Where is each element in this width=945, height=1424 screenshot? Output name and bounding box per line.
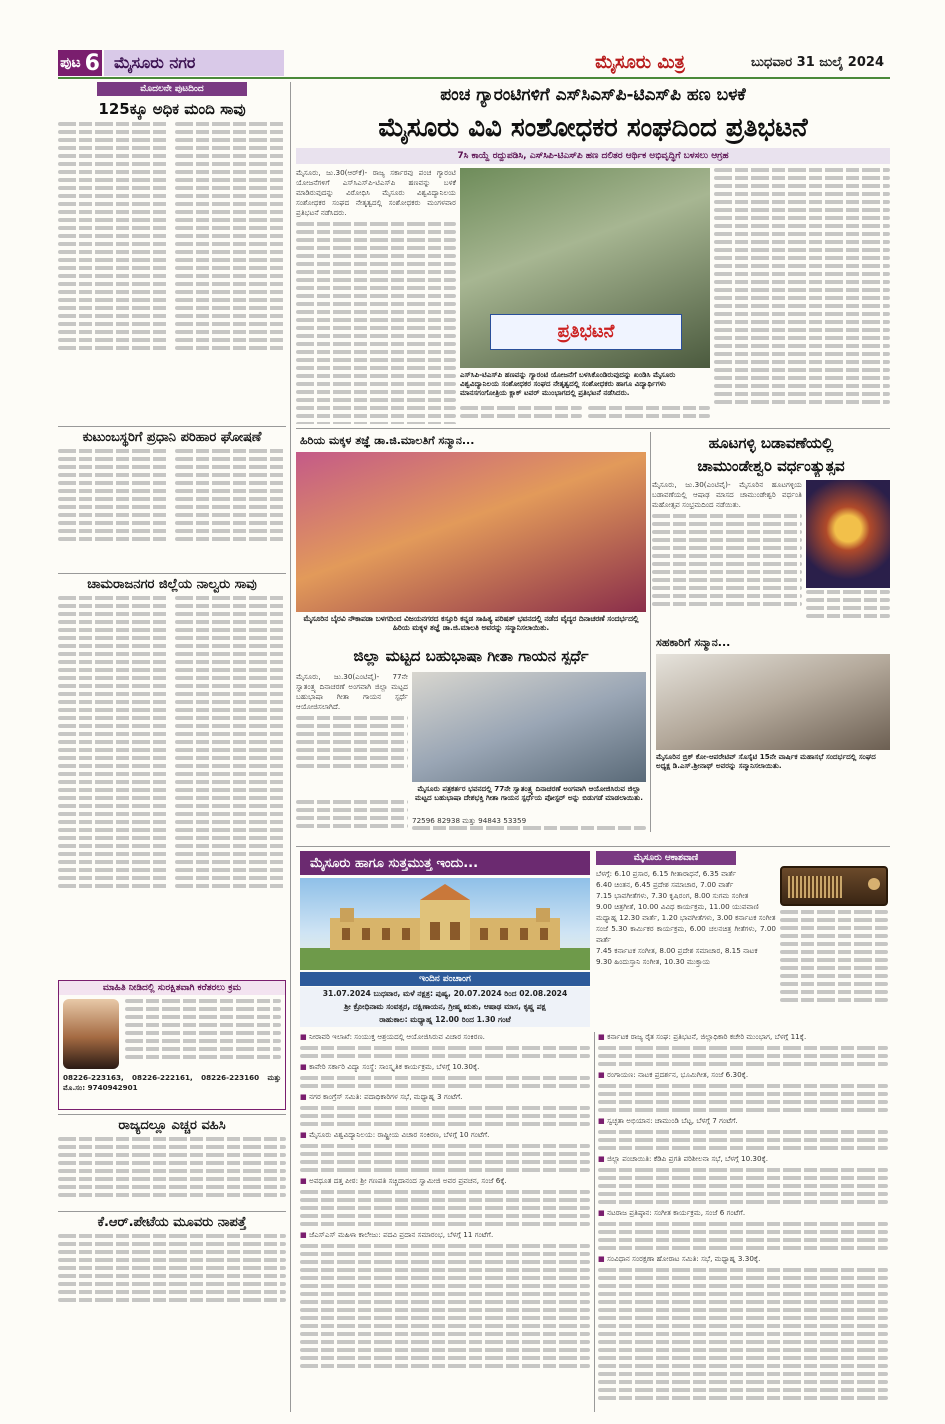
panchanga-title: ಇಂದಿನ ಪಂಚಾಂಗ (300, 972, 590, 986)
event-text: ಸಂವಿಧಾನ ಸಂರಕ್ಷಣಾ ಹೋರಾಟ ಸಮಿತಿ: ಸಭೆ, ಮಧ್ಯಾಹ್ನ 3.30ಕ್ಕೆ. (607, 1254, 761, 1263)
issue-date: ಬುಧವಾರ 31 ಜುಲೈ 2024 (751, 55, 884, 70)
event-item: ■ ರಂಗಾಯಣ: ನಾಟಕ ಪ್ರದರ್ಶನ, ಭೂಮಿಗೀತ, ಸಂಜೆ 6.30ಕ್ಕೆ. (598, 1070, 749, 1079)
gita-headline: ಜಿಲ್ಲಾ ಮಟ್ಟದ ಬಹುಭಾಷಾ ಗೀತಾ ಗಾಯನ ಸ್ಪರ್ಧೆ (353, 647, 589, 665)
events-left (300, 1032, 590, 1412)
gita-phones: 72596 82938 ಮತ್ತು 94843 53359 (412, 816, 527, 825)
left-story-4-body (58, 1137, 286, 1207)
hootagalli-headline-2: ಚಾಮುಂಡೇಶ್ವರಿ ವರ್ಧಂತ್ಯುತ್ಸವ (697, 457, 845, 475)
radio-line: 7.15 ಭಾವಗೀತೆಗಳು, 7.30 ಕೃಷಿರಂಗ, 8.00 ಸುಗಮ ಸಂಗೀತ (596, 891, 749, 900)
radio-speaker-grille (788, 876, 842, 898)
protest-photo (460, 168, 710, 368)
event-item: ■ ಸಂವಿಧಾನ ಸಂರಕ್ಷಣಾ ಹೋರಾಟ ಸಮಿತಿ: ಸಭೆ, ಮಧ್ಯಾಹ್ನ 3.30ಕ್ಕೆ. (598, 1254, 761, 1263)
radio-line: 7.45 ಕರ್ನಾಟಕ ಸಂಗೀತ, 8.00 ಪ್ರದೇಶ ಸಮಾಚಾರ, 8.15 ನಾಟಕ (596, 946, 758, 955)
palace-illustration (300, 878, 590, 970)
goddess-photo (806, 480, 890, 588)
event-item: ■ ನೀರಾವರಿ ಇಲಾಖೆ: ಸಂಯುಕ್ತ ಆಶ್ರಯದಲ್ಲಿ ಆಯೋಜಿಸಿರುವ ವಿಚಾರ ಸಂಕಿರಣ. (300, 1032, 485, 1041)
left-story-2-body (58, 449, 286, 569)
felicitation-photo (296, 452, 646, 612)
radio-line: 9.00 ಚಿತ್ರಗೀತೆ, 10.00 ವಿವಿಧ ಕಾರ್ಯಕ್ರಮ, 11.00 ಯುವವಾಣಿ (596, 902, 759, 911)
event-text: ಸ್ವಚ್ಛತಾ ಅಭಿಯಾನ: ಚಾಮುಂಡಿ ಬೆಟ್ಟ, ಬೆಳಗ್ಗೆ 7 ಗಂಟೆಗೆ. (607, 1116, 738, 1125)
continued-tag: ಮೊದಲನೇ ಪುಟದಿಂದ (97, 82, 247, 96)
event-text: ನಟರಾಜ ಪ್ರತಿಷ್ಠಾನ: ಸಂಗೀತ ಕಾರ್ಯಕ್ರಮ, ಸಂಜೆ 6 ಗಂಟೆಗೆ. (607, 1208, 746, 1217)
left-headline: 125ಕ್ಕೂ ಅಧಿಕ ಮಂದಿ ಸಾವು (98, 100, 246, 118)
left-story-3-headline: ಚಾಮರಾಜನಗರ ಜಿಲ್ಲೆಯ ನಾಲ್ವರು ಸಾವು (58, 573, 286, 592)
lead-dateline: ಮೈಸೂರು, ಜು.30(ಆರ್‌ಕೆ)- ರಾಜ್ಯ ಸರ್ಕಾರವು ಪಂಚ ಗ್ಯಾರಂಟಿ ಯೋಜನೆಗಳಿಗೆ ಎಸ್‌ಸಿಎಸ್‌ಪಿ-ಟಿಎಸ್‌ಪಿ ಹಣವನ್ನು ಬಳಕೆ ಮಾಡಿರುವುದನ್ನು ವಿರೋಧಿಸಿ ಮೈಸೂರು ವಿಶ್ವವಿದ್ಯಾನಿಲಯ ಸಂಶೋಧಕರ ಸಂಘದ ನೇತೃತ್ವದಲ್ಲಿ ಸಂಶೋಧಕರು ಮಂಗಳವಾರ ಪ್ರತಿಭಟನೆ ನಡೆಸಿದರು. (296, 168, 456, 217)
hootagalli-body-2 (806, 590, 890, 630)
lead-kicker: ಪಂಚ ಗ್ಯಾರಂಟಿಗಳಿಗೆ ಎಸ್‌ಸಿಎಸ್‌ಪಿ-ಟಿಎಸ್‌ಪಿ ಹಣ ಬಳಕೆ (440, 85, 746, 105)
radio-line: 9.30 ಹಿಂದುಸ್ತಾನಿ ಸಂಗೀತ, 10.30 ಮುಕ್ತಾಯ (596, 957, 711, 966)
hootagalli-dateline: ಮೈಸೂರು, ಜು.30(ಎಂಟಿವೈ)- ಮೈಸೂರಿನ ಹೂಟಗಳ್ಳಿಯ ಬಡಾವಣೆಯಲ್ಲಿ ಆಷಾಢ ಮಾಸದ ಚಾಮುಂಡೇಶ್ವರಿ ವರ್ಧಂತಿ ಮಹೋತ್ಸವ ಸಂಭ್ರಮದಿಂದ ನಡೆಯಿತು. (652, 480, 802, 509)
page-word: ಪುಟ (60, 55, 81, 71)
panchanga-line: 31.07.2024 ಬುಧವಾರ, ಮಳೆ ನಕ್ಷತ್ರ: ಪುಷ್ಯ, 20.07.2024 ರಿಂದ 02.08.2024 (322, 989, 568, 998)
sahakari-photo (656, 654, 890, 750)
gita-body-bottom (412, 816, 646, 842)
panchanga-line-2: ಶ್ರೀ ಕ್ರೋಧಿನಾಮ ಸಂವತ್ಸರ, ದಕ್ಷಿಣಾಯನ, ಗ್ರೀಷ್ಮ ಋತು, ಆಷಾಢ ಮಾಸ, ಕೃಷ್ಣ ಪಕ್ಷ (344, 1002, 546, 1011)
event-text: ಕರ್ನಾಟಕ ರಾಜ್ಯ ರೈತ ಸಂಘ: ಪ್ರತಿಭಟನೆ, ಜಿಲ್ಲಾಧಿಕಾರಿ ಕಚೇರಿ ಮುಂಭಾಗ, ಬೆಳಗ್ಗೆ 11ಕ್ಕೆ. (607, 1032, 807, 1041)
event-text: ಕಾವೇರಿ ಸರ್ಕಾರಿ ವಿದ್ಯಾ ಸಂಸ್ಥೆ: ಸಾಂಸ್ಕೃತಿಕ ಕಾರ್ಯಕ್ರಮ, ಬೆಳಗ್ಗೆ 10.30ಕ್ಕೆ. (309, 1062, 480, 1071)
protest-photo-caption: ಎಸ್‌ಸಿಪಿ-ಟಿಎಸ್‌ಪಿ ಹಣವನ್ನು ಗ್ಯಾರಂಟಿ ಯೋಜನೆಗೆ ಬಳಸಿಕೊಂಡಿರುವುದನ್ನು ಖಂಡಿಸಿ ಮೈಸೂರು ವಿಶ್ವವಿದ್ಯಾನಿಲಯ ಸಂಶೋಧಕರ ಸಂಘದ ನೇತೃತ್ವದಲ್ಲಿ ಸಂಶೋಧಕರು ಹಾಗೂ ವಿದ್ಯಾರ್ಥಿಗಳು ಮಾನಸಗಂಗೋತ್ರಿಯ ಕ್ಲಾಕ್ ಟವರ್ ಮುಂಭಾಗದಲ್ಲಿ ಪ್ರತಿಭಟನೆ ನಡೆಸಿದರು. (460, 370, 676, 397)
event-text: ರಂಗಾಯಣ: ನಾಟಕ ಪ್ರದರ್ಶನ, ಭೂಮಿಗೀತ, ಸಂಜೆ 6.30ಕ್ಕೆ. (607, 1070, 749, 1079)
section-title: ಮೈಸೂರು ನಗರ (104, 50, 284, 76)
event-text: ನಗರ ಕಾಂಗ್ರೆಸ್ ಸಮಿತಿ: ಪದಾಧಿಕಾರಿಗಳ ಸಭೆ, ಮಧ್ಯಾಹ್ನ 3 ಗಂಟೆಗೆ. (309, 1092, 463, 1101)
panchanga-body (300, 987, 590, 1027)
radio-line: ಸಂಜೆ 5.30 ಕಾರ್ಮಿಕರ ಕಾರ್ಯಕ್ರಮ, 6.00 ಚಲನಚಿತ್ರ ಗೀತೆಗಳು, 7.00 ವಾರ್ತೆ (596, 924, 776, 944)
info-box-title: ಮಾಹಿತಿ ನೀಡಿದಲ್ಲಿ ಸುರಕ್ಷಿತವಾಗಿ ಕರೆತರಲು ಕ್ರಮ (59, 981, 285, 995)
event-item: ■ ಜಿಲ್ಲಾ ಪಂಚಾಯಿತಿ: ಕೆಡಿಪಿ ಪ್ರಗತಿ ಪರಿಶೀಲನಾ ಸಭೆ, ಬೆಳಗ್ಗೆ 10.30ಕ್ಕೆ. (598, 1154, 769, 1163)
events-divider (594, 1032, 595, 1412)
felicitation-headline: ಹಿರಿಯ ಮಕ್ಕಳ ತಜ್ಞೆ ಡಾ.ಜಿ.ಮಾಲತಿಗೆ ಸನ್ಮಾನ... (300, 434, 475, 447)
officer-photo (63, 999, 119, 1069)
left-story-5-body (58, 1234, 286, 1314)
event-item: ■ ಅವಧೂತ ದತ್ತ ಪೀಠ: ಶ್ರೀ ಗಣಪತಿ ಸಚ್ಚಿದಾನಂದ ಸ್ವಾಮೀಜಿ ಅವರ ಪ್ರವಚನ, ಸಂಜೆ 6ಕ್ಕೆ. (300, 1176, 507, 1185)
lead-deck: 7ಸಿ ಕಾಯ್ದೆ ರದ್ದುಪಡಿಸಿ, ಎಸ್‌ಸಿಪಿ-ಟಿಎಸ್‌ಪಿ ಹಣ ದಲಿತರ ಆರ್ಥಿಕ ಅಭಿವೃದ್ಧಿಗೆ ಬಳಸಲು ಆಗ್ರಹ (296, 148, 890, 164)
protest-banner (490, 314, 682, 350)
event-text: ಜಿಲ್ಲಾ ಪಂಚಾಯಿತಿ: ಕೆಡಿಪಿ ಪ್ರಗತಿ ಪರಿಶೀಲನಾ ಸಭೆ, ಬೆಳಗ್ಗೆ 10.30ಕ್ಕೆ. (607, 1154, 769, 1163)
left-story-5-headline: ಕೆ.ಆರ್.ಪೇಟೆಯ ಮೂವರು ನಾಪತ್ತೆ (58, 1211, 286, 1230)
left-story-3-body (58, 596, 286, 976)
info-box (58, 980, 286, 1110)
event-item: ■ ನಗರ ಕಾಂಗ್ರೆಸ್ ಸಮಿತಿ: ಪದಾಧಿಕಾರಿಗಳ ಸಭೆ, ಮಧ್ಯಾಹ್ನ 3 ಗಂಟೆಗೆ. (300, 1092, 463, 1101)
hootagalli-headline-1: ಹೂಟಗಳ್ಳಿ ಬಡಾವಣೆಯಲ್ಲಿ (708, 434, 834, 452)
info-box-body (125, 999, 281, 1069)
left-story-1-body (58, 122, 286, 422)
masthead: ಮೈಸೂರು ಮಿತ್ರ (595, 52, 685, 73)
hootagalli-body (652, 480, 802, 630)
palace-photo (300, 878, 590, 970)
today-divider-top (296, 846, 890, 847)
radio-line: ಮಧ್ಯಾಹ್ನ 12.30 ವಾರ್ತೆ, 1.20 ಭಾವಗೀತೆಗಳು, 3.00 ಕರ್ನಾಟಕ ಸಂಗೀತ (596, 913, 776, 922)
today-band: ಮೈಸೂರು ಹಾಗೂ ಸುತ್ತಮುತ್ತ ಇಂದು... (300, 851, 590, 875)
event-text: ನೀರಾವರಿ ಇಲಾಖೆ: ಸಂಯುಕ್ತ ಆಶ್ರಯದಲ್ಲಿ ಆಯೋಜಿಸಿರುವ ವಿಚಾರ ಸಂಕಿರಣ. (309, 1032, 485, 1041)
event-text: ಅವಧೂತ ದತ್ತ ಪೀಠ: ಶ್ರೀ ಗಣಪತಿ ಸಚ್ಚಿದಾನಂದ ಸ್ವಾಮೀಜಿ ಅವರ ಪ್ರವಚನ, ಸಂಜೆ 6ಕ್ಕೆ. (309, 1176, 507, 1185)
event-item: ■ ಜೆಎಸ್‌ಎಸ್ ಮಹಿಳಾ ಕಾಲೇಜು: ಪದವಿ ಪ್ರದಾನ ಸಮಾರಂಭ, ಬೆಳಗ್ಗೆ 11 ಗಂಟೆಗೆ. (300, 1230, 494, 1239)
radio-line: 6.40 ಚಿಂತನ, 6.45 ಪ್ರದೇಶ ಸಮಾಚಾರ, 7.00 ವಾರ್ತೆ (596, 880, 734, 889)
radio-schedule (596, 868, 776, 1028)
gita-dateline: ಮೈಸೂರು, ಜು.30(ಎಂಟಿವೈ)- 77ನೇ ಸ್ವಾತಂತ್ರ್ಯ ದಿನಾಚರಣೆ ಅಂಗವಾಗಿ ಜಿಲ್ಲಾ ಮಟ್ಟದ ಬಹುಭಾಷಾ ಗೀತಾ ಗಾಯನ ಸ್ಪರ್ಧೆ ಆಯೋಜಿಸಲಾಗಿದೆ. (296, 672, 408, 711)
lead-divider (296, 428, 890, 429)
radio-schedule-2 (780, 910, 888, 1028)
header-rule (58, 77, 890, 79)
radio-dial (868, 878, 880, 890)
lead-body-left (296, 168, 456, 424)
event-item: ■ ಕರ್ನಾಟಕ ರಾಜ್ಯ ರೈತ ಸಂಘ: ಪ್ರತಿಭಟನೆ, ಜಿಲ್ಲಾಧಿಕಾರಿ ಕಚೇರಿ ಮುಂಭಾಗ, ಬೆಳಗ್ಗೆ 11ಕ್ಕೆ. (598, 1032, 807, 1041)
event-item: ■ ಕಾವೇರಿ ಸರ್ಕಾರಿ ವಿದ್ಯಾ ಸಂಸ್ಥೆ: ಸಾಂಸ್ಕೃತಿಕ ಕಾರ್ಯಕ್ರಮ, ಬೆಳಗ್ಗೆ 10.30ಕ್ಕೆ. (300, 1062, 480, 1071)
lead-headline: ಮೈಸೂರು ವಿವಿ ಸಂಶೋಧಕರ ಸಂಘದಿಂದ ಪ್ರತಿಭಟನೆ (378, 113, 808, 143)
event-text: ಜೆಎಸ್‌ಎಸ್ ಮಹಿಳಾ ಕಾಲೇಜು: ಪದವಿ ಪ್ರದಾನ ಸಮಾರಂಭ, ಬೆಳಗ್ಗೆ 11 ಗಂಟೆಗೆ. (309, 1230, 494, 1239)
column-divider (290, 82, 291, 1412)
lead-body-right (714, 168, 890, 424)
gita-caption: ಮೈಸೂರು ಪತ್ರಕರ್ತರ ಭವನದಲ್ಲಿ 77ನೇ ಸ್ವಾತಂತ್ರ್ಯ ದಿನಾಚರಣೆ ಅಂಗವಾಗಿ ಆಯೋಜಿಸಿರುವ ಜಿಲ್ಲಾ ಮಟ್ಟದ ಬಹುಭಾಷಾ ದೇಶಭಕ್ತಿ ಗೀತಾ ಗಾಯನ ಸ್ಪರ್ಧೆಯ ಪೋಸ್ಟರ್ ಅನ್ನು ಬಿಡುಗಡೆ ಮಾಡಲಾಯಿತು. (415, 784, 643, 802)
event-item: ■ ನಟರಾಜ ಪ್ರತಿಷ್ಠಾನ: ಸಂಗೀತ ಕಾರ್ಯಕ್ರಮ, ಸಂಜೆ 6 ಗಂಟೆಗೆ. (598, 1208, 746, 1217)
event-text: ಮೈಸೂರು ವಿಶ್ವವಿದ್ಯಾನಿಲಯ: ರಾಷ್ಟ್ರೀಯ ವಿಚಾರ ಸಂಕಿರಣ, ಬೆಳಗ್ಗೆ 10 ಗಂಟೆಗೆ. (309, 1130, 490, 1139)
mid-divider (650, 432, 651, 832)
left-story-4-headline: ರಾಜ್ಯದಲ್ಲೂ ಎಚ್ಚರ ವಹಿಸಿ (58, 1114, 286, 1133)
event-item: ■ ಮೈಸೂರು ವಿಶ್ವವಿದ್ಯಾನಿಲಯ: ರಾಷ್ಟ್ರೀಯ ವಿಚಾರ ಸಂಕಿರಣ, ಬೆಳಗ್ಗೆ 10 ಗಂಟೆಗೆ. (300, 1130, 490, 1139)
panchanga-line-3: ರಾಹುಕಾಲ: ಮಧ್ಯಾಹ್ನ 12.00 ರಿಂದ 1.30 ಗಂಟೆ (379, 1015, 511, 1024)
sahakari-headline: ಸಹಕಾರಿಗೆ ಸನ್ಮಾನ... (656, 636, 731, 649)
radio-line: ಬೆಳಗ್ಗೆ: 6.10 ಪ್ರಸಾರ, 6.15 ಗೀತಾರಾಧನೆ, 6.35 ವಾರ್ತೆ (596, 869, 737, 878)
gita-photo (412, 672, 646, 782)
gita-body-left-2 (296, 800, 408, 840)
page-number-badge (58, 50, 102, 76)
radio-title: ಮೈಸೂರು ಆಕಾಶವಾಣಿ (596, 851, 736, 865)
lead-body-bottom (460, 406, 710, 426)
sahakari-caption: ಮೈಸೂರಿನ ಬ್ರಿಕ್ ಕೋ-ಆಪರೇಟಿವ್ ಸೊಸೈಟಿ 15ನೇ ವಾರ್ಷಿಕ ಮಹಾಸಭೆ ಸಂದರ್ಭದಲ್ಲಿ ಸಂಘದ ಅಧ್ಯಕ್ಷ ಡಿ.ಎಸ್.ಶ್ರೀನಾಥ್ ಅವರನ್ನು ಸನ್ಮಾನಿಸಲಾಯಿತು. (656, 752, 876, 770)
page-number: 6 (84, 50, 100, 76)
event-item: ■ ಸ್ವಚ್ಛತಾ ಅಭಿಯಾನ: ಚಾಮುಂಡಿ ಬೆಟ್ಟ, ಬೆಳಗ್ಗೆ 7 ಗಂಟೆಗೆ. (598, 1116, 738, 1125)
gita-body-left (296, 672, 408, 792)
info-box-phones: 08226-223163, 08226-222161, 08226-223160 ಮತ್ತು ಮೊ.ಸಂ: 9740942901 (63, 1073, 281, 1092)
events-right (598, 1032, 888, 1412)
protest-banner-text: ಪ್ರತಿಭಟನೆ (557, 321, 615, 342)
felicitation-caption: ಮೈಸೂರಿನ ಬೈರವಿ ನೌಕಾಪಡಾ ಬಳಗದಿಂದ ವಿಜಯನಗರದ ಕಸ್ತೂರಿ ಕನ್ನಡ ಸಾಹಿತ್ಯ ಪರಿಷತ್ ಭವನದಲ್ಲಿ ನಡೆದ ವೈದ್ಯರ ದಿನಾಚರಣೆ ಸಂದರ್ಭದಲ್ಲಿ ಹಿರಿಯ ಮಕ್ಕಳ ತಜ್ಞೆ ಡಾ.ಜಿ.ಮಾಲತಿ ಅವರನ್ನು ಸನ್ಮಾನಿಸಲಾಯಿತು. (303, 614, 639, 632)
left-story-2-headline: ಕುಟುಂಬಸ್ಥರಿಗೆ ಪ್ರಧಾನಿ ಪರಿಹಾರ ಘೋಷಣೆ (58, 426, 286, 445)
left-column (58, 82, 286, 1412)
radio-icon (780, 866, 888, 906)
